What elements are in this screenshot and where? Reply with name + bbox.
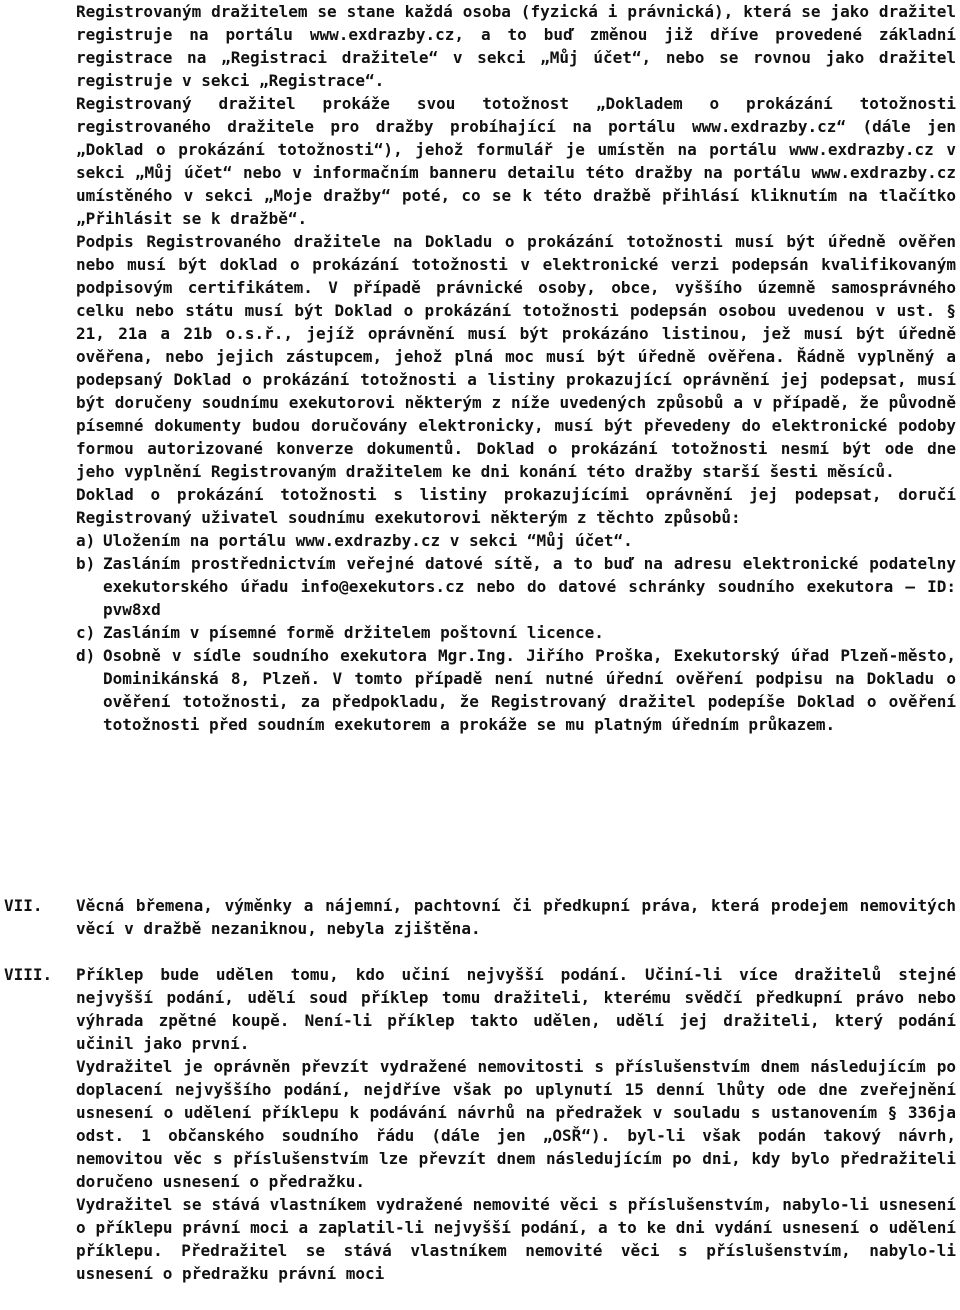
delivery-option-a	[76, 529, 956, 552]
list-item-text: Uložením na portálu www.exdrazby.cz v sekci “Můj účet“.	[103, 531, 633, 550]
ownership-paragraph: Vydražitel se stává vlastníkem vydražené nemovité věci s příslušenstvím, nabylo-li usnesení o příklepu právní moci a zaplatil-li nejvyšší podání, a to ke dni vydání usnesení o udělení příklepu. Předražitel se stává vlastníkem nemovité věci s příslušenstvím, nabylo-li usnesení o předražku právní moci	[76, 1195, 956, 1283]
takeover-paragraph: Vydražitel je oprávněn převzít vydražené nemovitosti s příslušenstvím dnem následujícím po doplacení nejvyššího podání, nejdříve však po uplynutí 15 denní lhůty ode dne zveřejnění usnesení o udělení příklepu k podávání návrhů na předražek v souladu s ustanovením § 336ja odst. 1 občanského soudního řádu (dále jen „OSŘ“). byl-li však podán takový návrh, nemovitou věc s příslušenstvím lze převzít dnem následujícím po dni, kdy bylo předražiteli doručeno usnesení o předražku.	[76, 1057, 956, 1191]
delivery-option-c	[76, 621, 956, 644]
section-number-viii: VIII.	[4, 965, 53, 984]
registration-paragraph: Registrovaným dražitelem se stane každá osoba (fyzická i právnická), která se jako dražitel registruje na portálu www.exdrazby.cz, a to buď změnou již dříve provedené základní registrace na „Registraci dražitele“ v sekci „Můj účet“, nebo se rovnou jako dražitel registruje v sekci „Registrace“.	[76, 2, 956, 90]
section-viii-body	[76, 963, 956, 1285]
section-number-vii: VII.	[4, 896, 43, 915]
delivery-option-d	[76, 644, 956, 736]
list-item-text: Zasláním prostřednictvím veřejné datové sítě, a to buď na adresu elektronické podatelny exekutorského úřadu info@exekutors.cz nebo do datové schránky soudního exekutora – ID: pvw8xd	[103, 554, 956, 619]
list-item-text: Zasláním v písemné formě držitelem poštovní licence.	[103, 623, 604, 642]
identity-proof-paragraph: Registrovaný dražitel prokáže svou totožnost „Dokladem o prokázání totožnosti registrovaného dražitele pro dražby probíhající na portálu www.exdrazby.cz“ (dále jen „Doklad o prokázání totožnosti“), jehož formulář je umístěn na portálu www.exdrazby.cz v sekci „Můj účet“ nebo v informačním banneru detailu této dražby na portálu www.exdrazby.cz umístěného v sekci „Moje dražby“ poté, co se k této dražbě přihlásí kliknutím na tlačítko „Přihlásit se k dražbě“.	[76, 94, 956, 228]
section-vii-body	[76, 894, 956, 940]
easements-paragraph: Věcná břemena, výměnky a nájemní, pachtovní či předkupní práva, která prodejem nemovitých věcí v dražbě nezaniknou, nebyla zjištěna.	[76, 896, 956, 938]
registration-block	[76, 0, 956, 736]
list-marker: c)	[76, 623, 96, 642]
list-marker: a)	[76, 531, 96, 550]
list-marker: d)	[76, 646, 96, 665]
signature-paragraph: Podpis Registrovaného dražitele na Dokladu o prokázání totožnosti musí být úředně ověřen nebo musí být doklad o prokázání totožnosti v elektronické verzi podepsán kvalifikovaným podpisovým certifikátem. V případě právnické osoby, obce, vyššího územně samosprávného celku nebo státu musí být Doklad o prokázání totožnosti podepsán osobou uvedenou v ust. § 21, 21a a 21b o.s.ř., jejíž oprávnění musí být prokázáno listinou, jež musí být úředně ověřena, nebo jejich zástupcem, jehož plná moc musí být úředně ověřena. Řádně vyplněný a podepsaný Doklad o prokázání totožnosti a listiny prokazující oprávnění jej podepsat, musí být doručeny soudnímu exekutorovi některým z níže uvedených způsobů a v případě, že původně písemné dokumenty budou doručovány elektronicky, musí být převedeny do elektronické podoby formou autorizované konverze dokumentů. Doklad o prokázání totožnosti nesmí být ode dne jeho vyplnění Registrovaným dražitelem ke dni konání této dražby starší šesti měsíců.	[76, 232, 956, 481]
delivery-option-b	[76, 552, 956, 621]
list-item-text: Osobně v sídle soudního exekutora Mgr.Ing. Jiřího Proška, Exekutorský úřad Plzeň-město, Dominikánská 8, Plzeň. V tomto případě není nutné úřední ověření podpisu na Dokladu o ověření totožnosti, za předpokladu, že Registrovaný dražitel podepíše Doklad o ověření totožnosti před soudním exekutorem a prokáže se mu platným úředním průkazem.	[103, 646, 956, 734]
bid-award-paragraph: Příklep bude udělen tomu, kdo učiní nejvyšší podání. Učiní-li více dražitelů stejné nejvyšší podání, udělí soud příklep tomu dražiteli, kterému svědčí předkupní právo nebo výhrada zpětné koupě. Není-li příklep takto udělen, udělí jej dražiteli, který podání učinil jako první.	[76, 965, 956, 1053]
delivery-intro-paragraph: Doklad o prokázání totožnosti s listiny prokazujícími oprávnění jej podepsat, doručí Registrovaný uživatel soudnímu exekutorovi některým z těchto způsobů:	[76, 485, 956, 527]
list-marker: b)	[76, 554, 96, 573]
